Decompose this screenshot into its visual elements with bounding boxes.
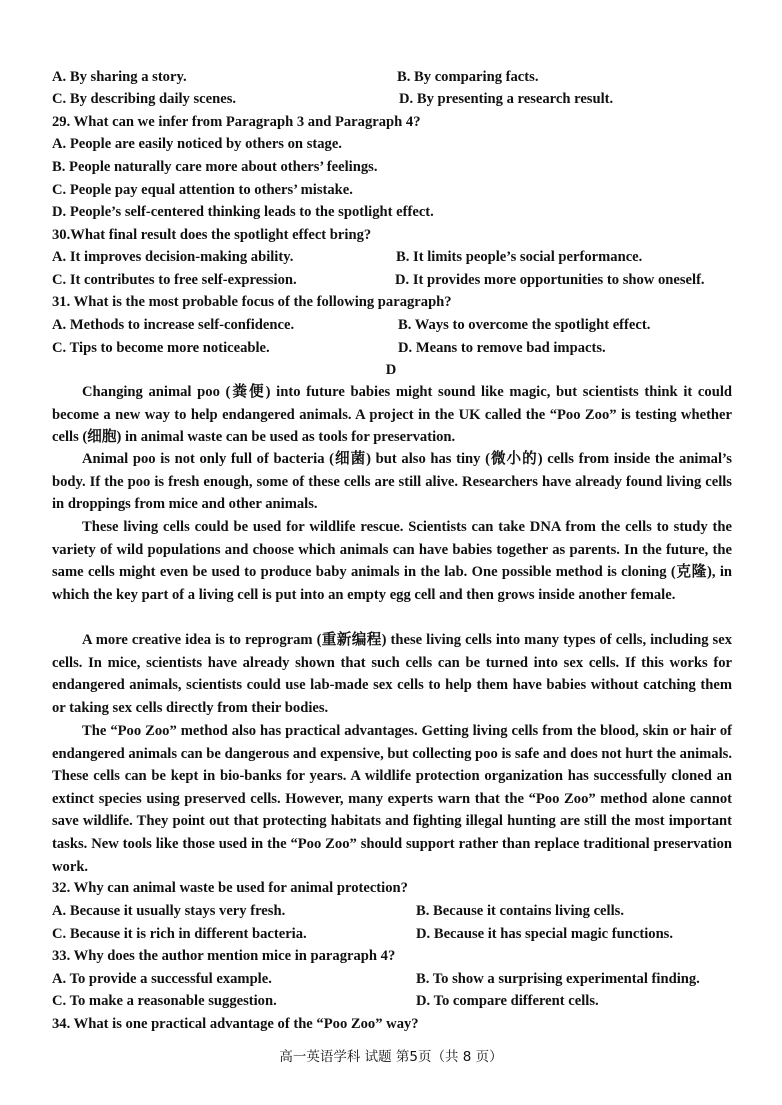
q29-option-d: D. People’s self-centered thinking leads to the spotlight effect.	[52, 204, 434, 220]
q28-option-a: A. By sharing a story.	[52, 69, 187, 85]
q32-option-c: C. Because it is rich in different bacteria.	[52, 926, 307, 942]
section-heading: D	[385, 362, 397, 378]
page-footer: 高一英语学科 试题 第5页（共 8 页）	[279, 1049, 503, 1065]
passage-paragraph-4: A more creative idea is to reprogram (重新编程) these living cells into many types of cells, including sex cells. In mice, scientists have already shown that such cells can be turned into sex cells. If this works for endangered animals, scientists could use lab-made sex cells to help them have babies without catching them or taking sex cells directly from their bodies.	[52, 632, 732, 716]
q32-option-d: D. Because it has special magic functions.	[416, 926, 674, 942]
q33-option-a: A. To provide a successful example.	[52, 971, 272, 987]
q30-stem: 30.What final result does the spotlight effect bring?	[52, 227, 372, 243]
q31-stem: 31. What is the most probable focus of the following paragraph?	[52, 294, 452, 310]
q32-stem: 32. Why can animal waste be used for animal protection?	[52, 880, 408, 896]
q31-option-d: D. Means to remove bad impacts.	[398, 340, 606, 356]
q34-stem: 34. What is one practical advantage of the “Poo Zoo” way?	[52, 1016, 419, 1032]
q32-option-a: A. Because it usually stays very fresh.	[52, 903, 286, 919]
q30-option-b: B. It limits people’s social performance.	[396, 249, 643, 265]
q31-option-c: C. Tips to become more noticeable.	[52, 340, 270, 356]
q33-option-b: B. To show a surprising experimental finding.	[416, 971, 700, 987]
q30-option-c: C. It contributes to free self-expression.	[52, 272, 297, 288]
q29-option-c: C. People pay equal attention to others’ mistake.	[52, 182, 353, 198]
q29-stem: 29. What can we infer from Paragraph 3 and Paragraph 4?	[52, 114, 421, 130]
q28-option-b: B. By comparing facts.	[397, 69, 539, 85]
q33-option-c: C. To make a reasonable suggestion.	[52, 993, 277, 1009]
q29-option-a: A. People are easily noticed by others on stage.	[52, 136, 342, 152]
q33-stem: 33. Why does the author mention mice in paragraph 4?	[52, 948, 396, 964]
q28-option-d: D. By presenting a research result.	[399, 91, 614, 107]
passage-paragraph-3: These living cells could be used for wildlife rescue. Scientists can take DNA from the cells to study the variety of wild populations and choose which animals can have babies together as parents. In the future, the same cells might even be used to produce baby animals in the lab. One possible method is cloning (克隆), in which the key part of a living cell is put into an empty egg cell and then grows inside another female.	[52, 519, 732, 603]
q30-option-d: D. It provides more opportunities to show oneself.	[395, 272, 705, 288]
q30-option-a: A. It improves decision-making ability.	[52, 249, 294, 265]
passage-paragraph-2: Animal poo is not only full of bacteria (细菌) but also has tiny (微小的) cells from inside the animal’s body. If the poo is fresh enough, some of these cells are still alive. Researchers have already found living cells in droppings from mice and other animals.	[52, 451, 732, 513]
passage-paragraph-1: Changing animal poo (粪便) into future babies might sound like magic, but scientists think it could become a new way to help endangered animals. A project in the UK called the “Poo Zoo” is testing whether cells (细胞) in animal waste can be used as tools for preservation.	[52, 384, 732, 446]
q31-option-b: B. Ways to overcome the spotlight effect.	[398, 317, 651, 333]
q28-option-c: C. By describing daily scenes.	[52, 91, 237, 107]
q29-option-b: B. People naturally care more about others’ feelings.	[52, 159, 378, 175]
q33-option-d: D. To compare different cells.	[416, 993, 599, 1009]
q32-option-b: B. Because it contains living cells.	[416, 903, 624, 919]
q31-option-a: A. Methods to increase self-confidence.	[52, 317, 295, 333]
passage-paragraph-5: The “Poo Zoo” method also has practical advantages. Getting living cells from the blood, skin or hair of endangered animals can be dangerous and expensive, but collecting poo is safe and does not hurt the animals. These cells can be kept in bio-banks for years. A wildlife protection organization has successfully cloned an extinct species using preserved cells. However, many experts warn that the “Poo Zoo” method alone cannot save wildlife. They point out that protecting habitats and fighting illegal hunting are still the most important tasks. New tools like those used in the “Poo Zoo” should support rather than replace traditional preservation work.	[52, 723, 732, 875]
